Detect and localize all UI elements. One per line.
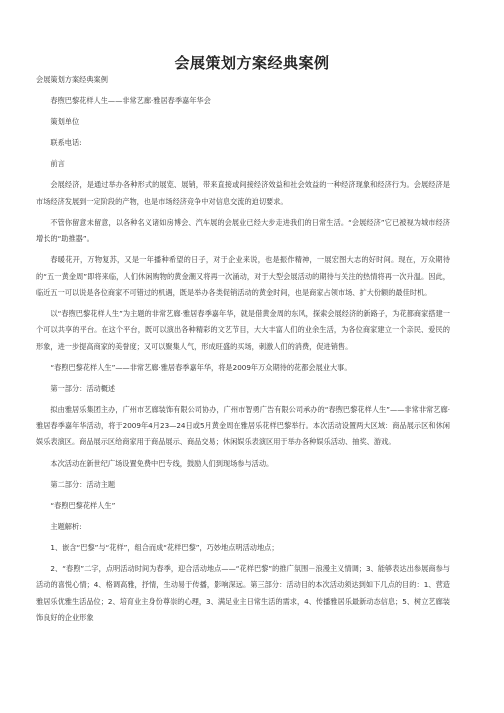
doc-paragraph: “春煦巴黎花样人生”——非常艺廊·雅居春季嘉年华，将是2009年万众期待的花都会展业大事。 [50, 362, 352, 372]
doc-list-item: 1、嵌含“巴黎”与“花样”，组合而成“花样巴黎”，巧妙地点明活动地点； [50, 542, 279, 552]
doc-paragraph: 拟由雅居乐集团主办，广州市艺廊装饰有限公司协办，广州市智勇广告有限公司承办的“春煦巴黎花样人生”——非常非常艺廊·雅居春季嘉年华活动，将于2009年4月23—24日或5月黄金周在雅居乐花样巴黎举行。本次活动设置两大区域：商品展示区和休闲娱乐表演区。商品展示区给商家用于商品展示、商品交易；休闲娱乐表演区用于举办各种娱乐活动、抽奖、游戏。 [36, 404, 450, 447]
doc-paragraph: 主题解析: [50, 521, 82, 531]
doc-section-heading: 第一部分：活动概述 [50, 383, 116, 393]
doc-subtitle: 春煦巴黎花样人生——非常艺廊·雅居春季嘉年华会 [50, 96, 211, 106]
doc-list-item: 2、“春煦”二字，点明活动时间为春季，迎合活动地点——“花样巴黎”的推广氛围－浪漫主义情调；3、能够表达出参展商参与活动的喜悦心情；4、格调高雅，抒情，生动易于传播，影响深远。第三部分：活动目的本次活动须达到如下几点的目的：1、营造雅居乐优雅生活品位；2、培育业主身份尊崇的心理，3、满足业主日常生活的需求，4、传播雅居乐最新动态信息；5、树立艺廊装饰良好的企业形象 [36, 563, 450, 622]
doc-section-heading: 前言 [50, 159, 65, 169]
document-body [36, 72, 450, 631]
doc-paragraph: 春暖花开，万物复苏，又是一年播种希望的日子，对于企业来说，也是振作精神，一展宏图大志的好时间。现在，万众期待的“五一黄金周”即将来临，人们休闲购物的黄金潮又将再一次涌动，对于大型会展活动的期待与关注的热情将再一次升温。因此，临近五一可以说是各位商家不可错过的机遇，既是举办各类促销活动的黄金时间，也是商家占领市场、扩大份额的最佳时机。 [36, 255, 450, 297]
doc-paragraph: 不管你留意未留意，以各种名义诸如房博会、汽车展的会展业已经大步走进我们的日常生活。“会展经济”它已被视为城市经济增长的“助推器”。 [36, 217, 450, 244]
doc-paragraph: 本次活动在新世纪广场设置免费中巴专线，鼓励人们到现场参与活动。 [50, 458, 274, 468]
doc-heading-line: 会展策划方案经典案例 [36, 75, 108, 84]
doc-paragraph: 联系电话: [50, 138, 82, 148]
document-title: 会展策划方案经典案例 [174, 54, 330, 72]
doc-paragraph: 策划单位 [50, 117, 80, 127]
doc-paragraph: 会展经济，是通过举办各种形式的展览、展销，带来直接或间接经济效益和社会效益的一种经济现象和经济行为。会展经济是市场经济发展到一定阶段的产物，也是市场经济竞争中对信息交流的迫切要求。 [36, 180, 450, 206]
doc-paragraph: 以“春煦巴黎花样人生”为主题的非常艺廊·雅居春季嘉年华，就是借黄金周的东风，探索会展经济的新路子，为花都商家搭建一个可以共享的平台。在这个平台，既可以演出各种精彩的文艺节目，大大丰富人们的业余生活，为各位商家建立一个亲民、爱民的形象，进一步提高商家的美誉度；又可以聚集人气，形成旺盛的买场，刺激人们的消费，促进销售。 [36, 308, 450, 351]
doc-paragraph: “春煦巴黎花样人生” [50, 500, 116, 510]
doc-section-heading: 第二部分：活动主题 [50, 479, 116, 489]
